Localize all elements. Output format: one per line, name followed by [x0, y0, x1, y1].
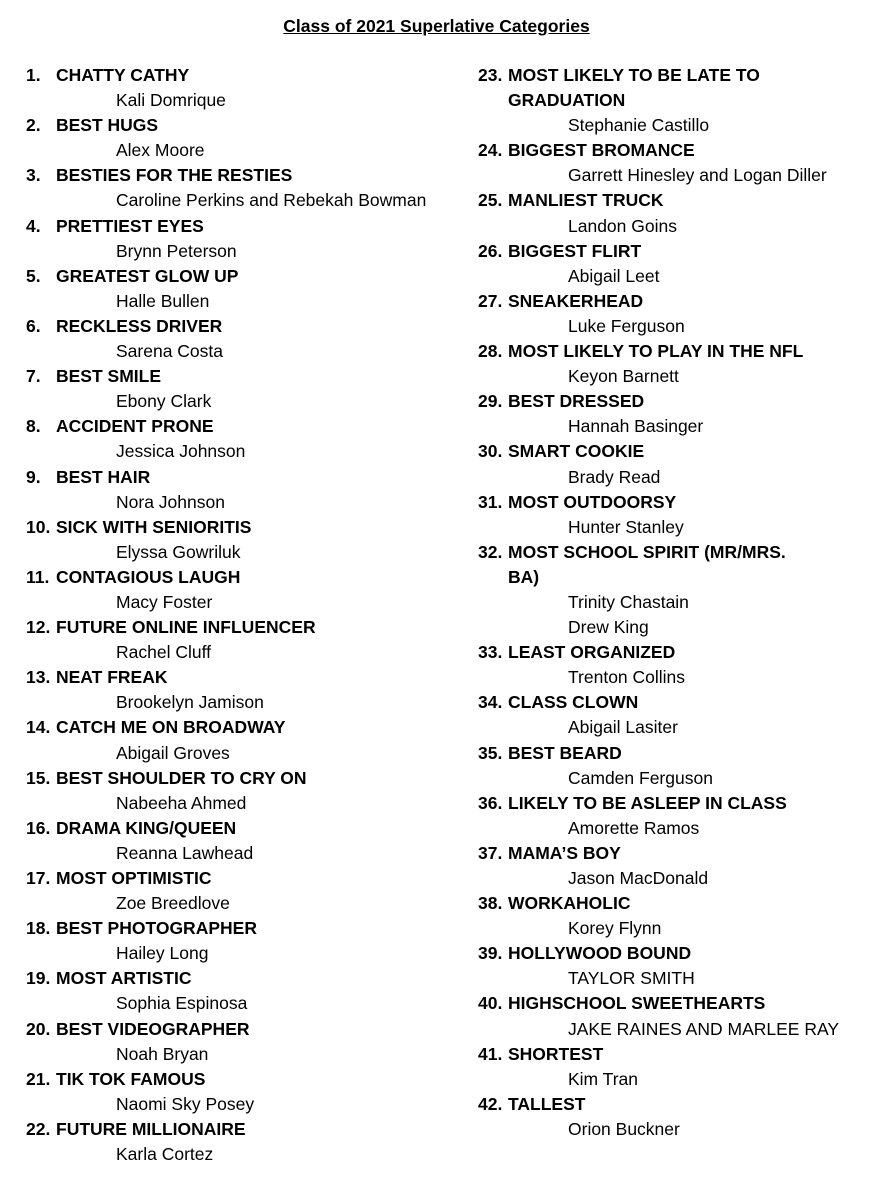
category-heading [478, 63, 873, 113]
superlative-item [26, 916, 466, 966]
category-heading [26, 816, 466, 841]
winner-name: Luke Ferguson [568, 315, 685, 336]
superlative-item [26, 966, 466, 1016]
winner-name: Abigail Leet [568, 265, 660, 286]
category-name: BEST SHOULDER TO CRY ON [56, 767, 307, 788]
winner-name: Hailey Long [116, 943, 209, 964]
category-heading [26, 565, 466, 590]
category-heading [478, 791, 873, 816]
superlative-item [26, 314, 466, 364]
category-number: 11. [26, 566, 50, 587]
winner-name: Elyssa Gowriluk [116, 541, 241, 562]
winner-name: Nora Johnson [116, 491, 225, 512]
category-heading [478, 841, 873, 866]
winner-name: Karla Cortez [116, 1144, 214, 1165]
category-number: 32. [478, 541, 503, 562]
category-heading [478, 690, 873, 715]
category-number: 31. [478, 491, 503, 512]
superlative-item [478, 1042, 873, 1092]
superlative-item [478, 891, 873, 941]
winner-name: Sophia Espinosa [116, 993, 248, 1014]
category-name: PRETTIEST EYES [56, 215, 204, 236]
category-heading [26, 214, 466, 239]
winner-name: Hunter Stanley [568, 516, 684, 537]
superlative-item [478, 841, 873, 891]
winner-name: JAKE RAINES AND MARLEE RAY [568, 1018, 840, 1039]
category-name: BEST DRESSED [508, 391, 645, 412]
category-name: BEST HAIR [56, 466, 151, 487]
category-number: 33. [478, 642, 503, 663]
superlative-item [478, 188, 873, 238]
category-number: 21. [26, 1068, 51, 1089]
category-name: CHATTY CATHY [56, 65, 190, 85]
winner-name: Jessica Johnson [116, 441, 246, 462]
category-name: MOST OPTIMISTIC [56, 868, 212, 888]
superlative-item [26, 816, 466, 866]
winner-name: Jason MacDonald [568, 868, 709, 888]
category-number: 6. [26, 315, 41, 336]
category-number: 12. [26, 617, 51, 638]
category-number: 8. [26, 416, 41, 437]
category-number: 14. [26, 717, 51, 738]
category-name: CONTAGIOUS LAUGH [56, 566, 241, 587]
superlative-item [26, 1067, 466, 1117]
category-heading [26, 163, 466, 188]
winner-name: Abigail Lasiter [568, 717, 678, 738]
category-name: CLASS CLOWN [508, 692, 639, 713]
category-name: FUTURE ONLINE INFLUENCER [56, 617, 316, 638]
winner-name: Drew King [568, 617, 649, 638]
superlative-item [26, 515, 466, 565]
category-number: 9. [26, 466, 41, 487]
category-heading [478, 1092, 873, 1117]
category-number: 34. [478, 692, 503, 713]
category-name: MOST SCHOOL SPIRIT (MR/MRS. BA) [508, 541, 786, 587]
winner-name: Keyon Barnett [568, 366, 679, 387]
superlative-item [478, 389, 873, 439]
winner-name: TAYLOR SMITH [568, 968, 695, 989]
category-heading [478, 741, 873, 766]
winner-name: Reanna Lawhead [116, 842, 254, 863]
category-name: MOST ARTISTIC [56, 968, 192, 989]
superlative-item [478, 339, 873, 389]
category-number: 2. [26, 115, 41, 136]
category-number: 7. [26, 366, 41, 387]
category-number: 16. [26, 817, 51, 838]
category-number: 13. [26, 667, 51, 688]
category-heading [26, 465, 466, 490]
superlative-item [26, 414, 466, 464]
superlative-item [26, 565, 466, 615]
winner-name: Caroline Perkins and Rebekah Bowman [116, 190, 427, 211]
category-name: HOLLYWOOD BOUND [508, 943, 692, 964]
category-number: 23. [478, 65, 503, 85]
category-number: 35. [478, 742, 503, 763]
category-name: BIGGEST BROMANCE [508, 140, 695, 161]
category-heading [26, 766, 466, 791]
winner-name: Alex Moore [116, 140, 205, 161]
superlative-item [478, 138, 873, 188]
category-heading [26, 63, 466, 88]
category-name: GREATEST GLOW UP [56, 265, 239, 286]
category-name: LIKELY TO BE ASLEEP IN CLASS [508, 792, 787, 813]
category-heading [478, 239, 873, 264]
superlative-item [478, 1092, 873, 1142]
category-heading [26, 314, 466, 339]
winner-name: Orion Buckner [568, 1118, 680, 1139]
category-number: 17. [26, 868, 51, 888]
category-name: RECKLESS DRIVER [56, 315, 223, 336]
superlative-item [478, 741, 873, 791]
category-number: 3. [26, 165, 41, 186]
category-heading [26, 665, 466, 690]
category-name: ACCIDENT PRONE [56, 416, 214, 437]
category-name: MOST LIKELY TO BE LATE TO GRADUATION [508, 65, 760, 111]
category-name: BIGGEST FLIRT [508, 240, 642, 261]
superlative-item [478, 540, 873, 640]
category-name: MANLIEST TRUCK [508, 190, 664, 211]
category-name: BEST SMILE [56, 366, 162, 387]
category-heading [478, 1042, 873, 1067]
superlative-item [478, 640, 873, 690]
category-heading [26, 113, 466, 138]
superlative-item [478, 239, 873, 289]
category-name: CATCH ME ON BROADWAY [56, 717, 286, 738]
category-name: WORKAHOLIC [508, 893, 631, 914]
winner-name: Rachel Cluff [116, 642, 212, 663]
category-number: 28. [478, 341, 503, 362]
category-name: DRAMA KING/QUEEN [56, 817, 237, 838]
winner-name: Landon Goins [568, 215, 677, 236]
category-heading [26, 916, 466, 941]
category-name: TALLEST [508, 1093, 586, 1114]
category-name: MOST LIKELY TO PLAY IN THE NFL [508, 341, 804, 362]
winner-name: Zoe Breedlove [116, 893, 230, 914]
category-heading [26, 1117, 466, 1142]
superlative-item [26, 1017, 466, 1067]
category-heading [478, 640, 873, 665]
category-heading [26, 414, 466, 439]
category-heading [478, 941, 873, 966]
category-name: SMART COOKIE [508, 441, 645, 462]
category-heading [26, 364, 466, 389]
winner-name: Ebony Clark [116, 391, 212, 412]
winner-name: Hannah Basinger [568, 416, 704, 437]
winner-name: Trenton Collins [568, 667, 686, 688]
category-name: MOST OUTDOORSY [508, 491, 677, 512]
category-number: 39. [478, 943, 503, 964]
category-number: 20. [26, 1018, 51, 1039]
category-heading [478, 439, 873, 464]
superlative-item [26, 866, 466, 916]
winner-name: Nabeeha Ahmed [116, 792, 247, 813]
winner-name: Amorette Ramos [568, 817, 700, 838]
category-name: MAMA’S BOY [508, 842, 621, 863]
winner-name: Trinity Chastain [568, 591, 689, 612]
category-name: BEST BEARD [508, 742, 622, 763]
winner-name: Kim Tran [568, 1068, 639, 1089]
superlative-item [26, 766, 466, 816]
superlative-item [26, 364, 466, 414]
superlative-item [478, 690, 873, 740]
winner-name: Brynn Peterson [116, 240, 237, 261]
superlative-item [26, 665, 466, 715]
superlative-item [478, 991, 873, 1041]
category-number: 19. [26, 968, 51, 989]
winner-name: Naomi Sky Posey [116, 1093, 255, 1114]
category-name: SNEAKERHEAD [508, 290, 644, 311]
category-heading [26, 715, 466, 740]
category-heading [26, 615, 466, 640]
superlative-item [478, 791, 873, 841]
category-number: 30. [478, 441, 503, 462]
superlative-item [26, 615, 466, 665]
category-number: 42. [478, 1093, 503, 1114]
category-number: 26. [478, 240, 503, 261]
category-heading [26, 515, 466, 540]
superlative-item [26, 264, 466, 314]
winner-name: Korey Flynn [568, 918, 662, 939]
superlative-item [26, 1117, 466, 1167]
superlative-item [478, 490, 873, 540]
category-number: 27. [478, 290, 503, 311]
category-heading [26, 264, 466, 289]
superlative-item [478, 941, 873, 991]
winner-name: Camden Ferguson [568, 767, 713, 788]
category-heading [478, 490, 873, 515]
superlative-item [478, 289, 873, 339]
category-name: LEAST ORGANIZED [508, 642, 676, 663]
category-number: 37. [478, 842, 503, 863]
category-number: 15. [26, 767, 51, 788]
superlative-item [478, 63, 873, 138]
category-number: 22. [26, 1118, 51, 1139]
category-heading [26, 966, 466, 991]
category-heading [478, 540, 873, 590]
winner-name: Brookelyn Jamison [116, 692, 264, 713]
category-number: 25. [478, 190, 503, 211]
winner-name: Macy Foster [116, 591, 213, 612]
category-name: NEAT FREAK [56, 667, 168, 688]
winner-name: Stephanie Castillo [568, 115, 710, 136]
category-number: 41. [478, 1043, 503, 1064]
category-heading [26, 866, 466, 891]
superlative-item [26, 113, 466, 163]
category-number: 24. [478, 140, 503, 161]
category-number: 29. [478, 391, 503, 412]
category-name: BEST PHOTOGRAPHER [56, 918, 257, 939]
category-heading [478, 389, 873, 414]
category-number: 40. [478, 993, 503, 1014]
superlative-item [478, 439, 873, 489]
winner-name: Garrett Hinesley and Logan Diller [568, 165, 827, 186]
winner-name: Sarena Costa [116, 341, 224, 362]
superlative-item [26, 214, 466, 264]
category-number: 1. [26, 65, 41, 85]
category-name: BEST HUGS [56, 115, 159, 136]
superlative-item [26, 715, 466, 765]
category-number: 38. [478, 893, 503, 914]
category-number: 5. [26, 265, 41, 286]
category-number: 36. [478, 792, 503, 813]
category-heading [478, 289, 873, 314]
superlative-item [26, 163, 466, 213]
category-heading [478, 991, 873, 1016]
category-name: HIGHSCHOOL SWEETHEARTS [508, 993, 766, 1014]
right-column [478, 63, 873, 1142]
superlative-item [26, 63, 466, 113]
category-name: BEST VIDEOGRAPHER [56, 1018, 250, 1039]
category-name: FUTURE MILLIONAIRE [56, 1118, 246, 1139]
winner-name: Brady Read [568, 466, 661, 487]
category-heading [478, 188, 873, 213]
category-heading [26, 1017, 466, 1042]
category-heading [478, 138, 873, 163]
winner-name: Kali Domrique [116, 90, 226, 111]
winner-name: Abigail Groves [116, 742, 230, 763]
category-number: 10. [26, 516, 51, 537]
category-number: 4. [26, 215, 41, 236]
category-name: SHORTEST [508, 1043, 604, 1064]
category-name: BESTIES FOR THE RESTIES [56, 165, 293, 186]
left-column [26, 63, 466, 1167]
category-heading [478, 891, 873, 916]
winner-name: Halle Bullen [116, 290, 210, 311]
category-heading [478, 339, 873, 364]
superlative-item [26, 465, 466, 515]
category-name: SICK WITH SENIORITIS [56, 516, 252, 537]
category-heading [26, 1067, 466, 1092]
category-name: TIK TOK FAMOUS [56, 1068, 206, 1089]
document-title: Class of 2021 Superlative Categories [283, 16, 590, 36]
winner-name: Noah Bryan [116, 1043, 209, 1064]
category-number: 18. [26, 918, 51, 939]
